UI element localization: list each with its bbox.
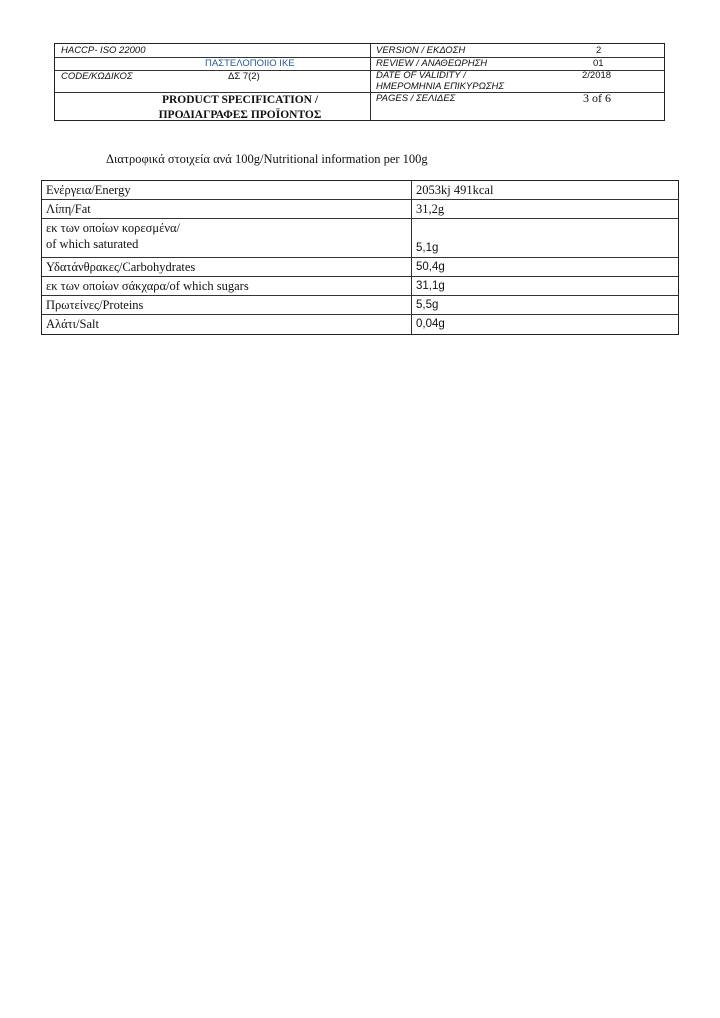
title-en: PRODUCT SPECIFICATION / [161,94,319,106]
validity-label-gr: ΗΜΕΡΟΜΗΝΙΑ ΕΠΙΚΥΡΩΣΗΣ [376,81,505,92]
title-gr: ΠΡΟΔΙΑΓΡΑΦΕΣ ΠΡΟΪΟΝΤΟΣ [158,109,322,121]
document-title [115,93,365,123]
nutrient-label-en: of which saturated [46,237,139,251]
nutrient-value [412,219,678,257]
nutrition-table [41,180,679,335]
table-row [42,219,678,258]
validity-label [376,70,504,92]
version-value: 2 [596,45,602,56]
table-row [42,315,678,334]
nutrient-label: Αλάτι/Salt [46,317,99,331]
nutrient-value: 31,1g [416,280,445,292]
nutrient-label: Υδατάνθρακες/Carbohydrates [46,260,196,274]
version-label: VERSION / ΕΚΔΟΣΗ [376,45,466,56]
pages-label: PAGES / ΣΕΛΙΔΕΣ [376,93,456,104]
validity-value: 2/2018 [582,70,612,81]
divider [370,44,371,120]
code-label: CODE/ΚΩΔΙΚΟΣ [61,71,133,82]
validity-label-en: DATE OF VALIDITY / [376,70,466,81]
table-row [42,200,678,219]
nutrient-label: εκ των οποίων σάκχαρα/of which sugars [46,279,249,293]
divider [55,57,664,58]
standard-label: HACCP- ISO 22000 [61,45,146,56]
divider [55,70,664,71]
company-name: ΠΑΣΤΕΛΟΠΟΙΙΟ ΙΚΕ [205,58,295,69]
nutrient-label [42,219,412,257]
document-header-table [54,43,665,121]
nutrient-value: 50,4g [416,261,445,273]
table-row [42,296,678,315]
review-label: REVIEW / ΑΝΑΘΕΩΡΗΣΗ [376,58,488,69]
pages-value: 3 of 6 [583,91,611,105]
nutrient-label-gr: εκ των οποίων κορεσμένα/ [46,221,181,235]
nutrient-value: 2053kj 491kcal [416,183,494,197]
table-row [42,277,678,296]
table-row [42,181,678,200]
nutrition-title: Διατροφικά στοιχεία ανά 100g/Nutritional information per 100g [106,152,428,166]
table-row [42,258,678,277]
nutrient-value: 31,2g [416,202,445,216]
nutrient-label: Λίπη/Fat [46,202,91,216]
nutrient-value: 0,04g [416,318,445,330]
nutrient-value: 5,5g [416,299,439,311]
code-value: ΔΣ 7(2) [228,71,260,82]
nutrient-label: Ενέργεια/Energy [46,183,131,197]
nutrient-label: Πρωτείνες/Proteins [46,298,144,312]
nutrient-value-text: 5,1g [416,242,439,254]
review-value: 01 [593,58,604,69]
